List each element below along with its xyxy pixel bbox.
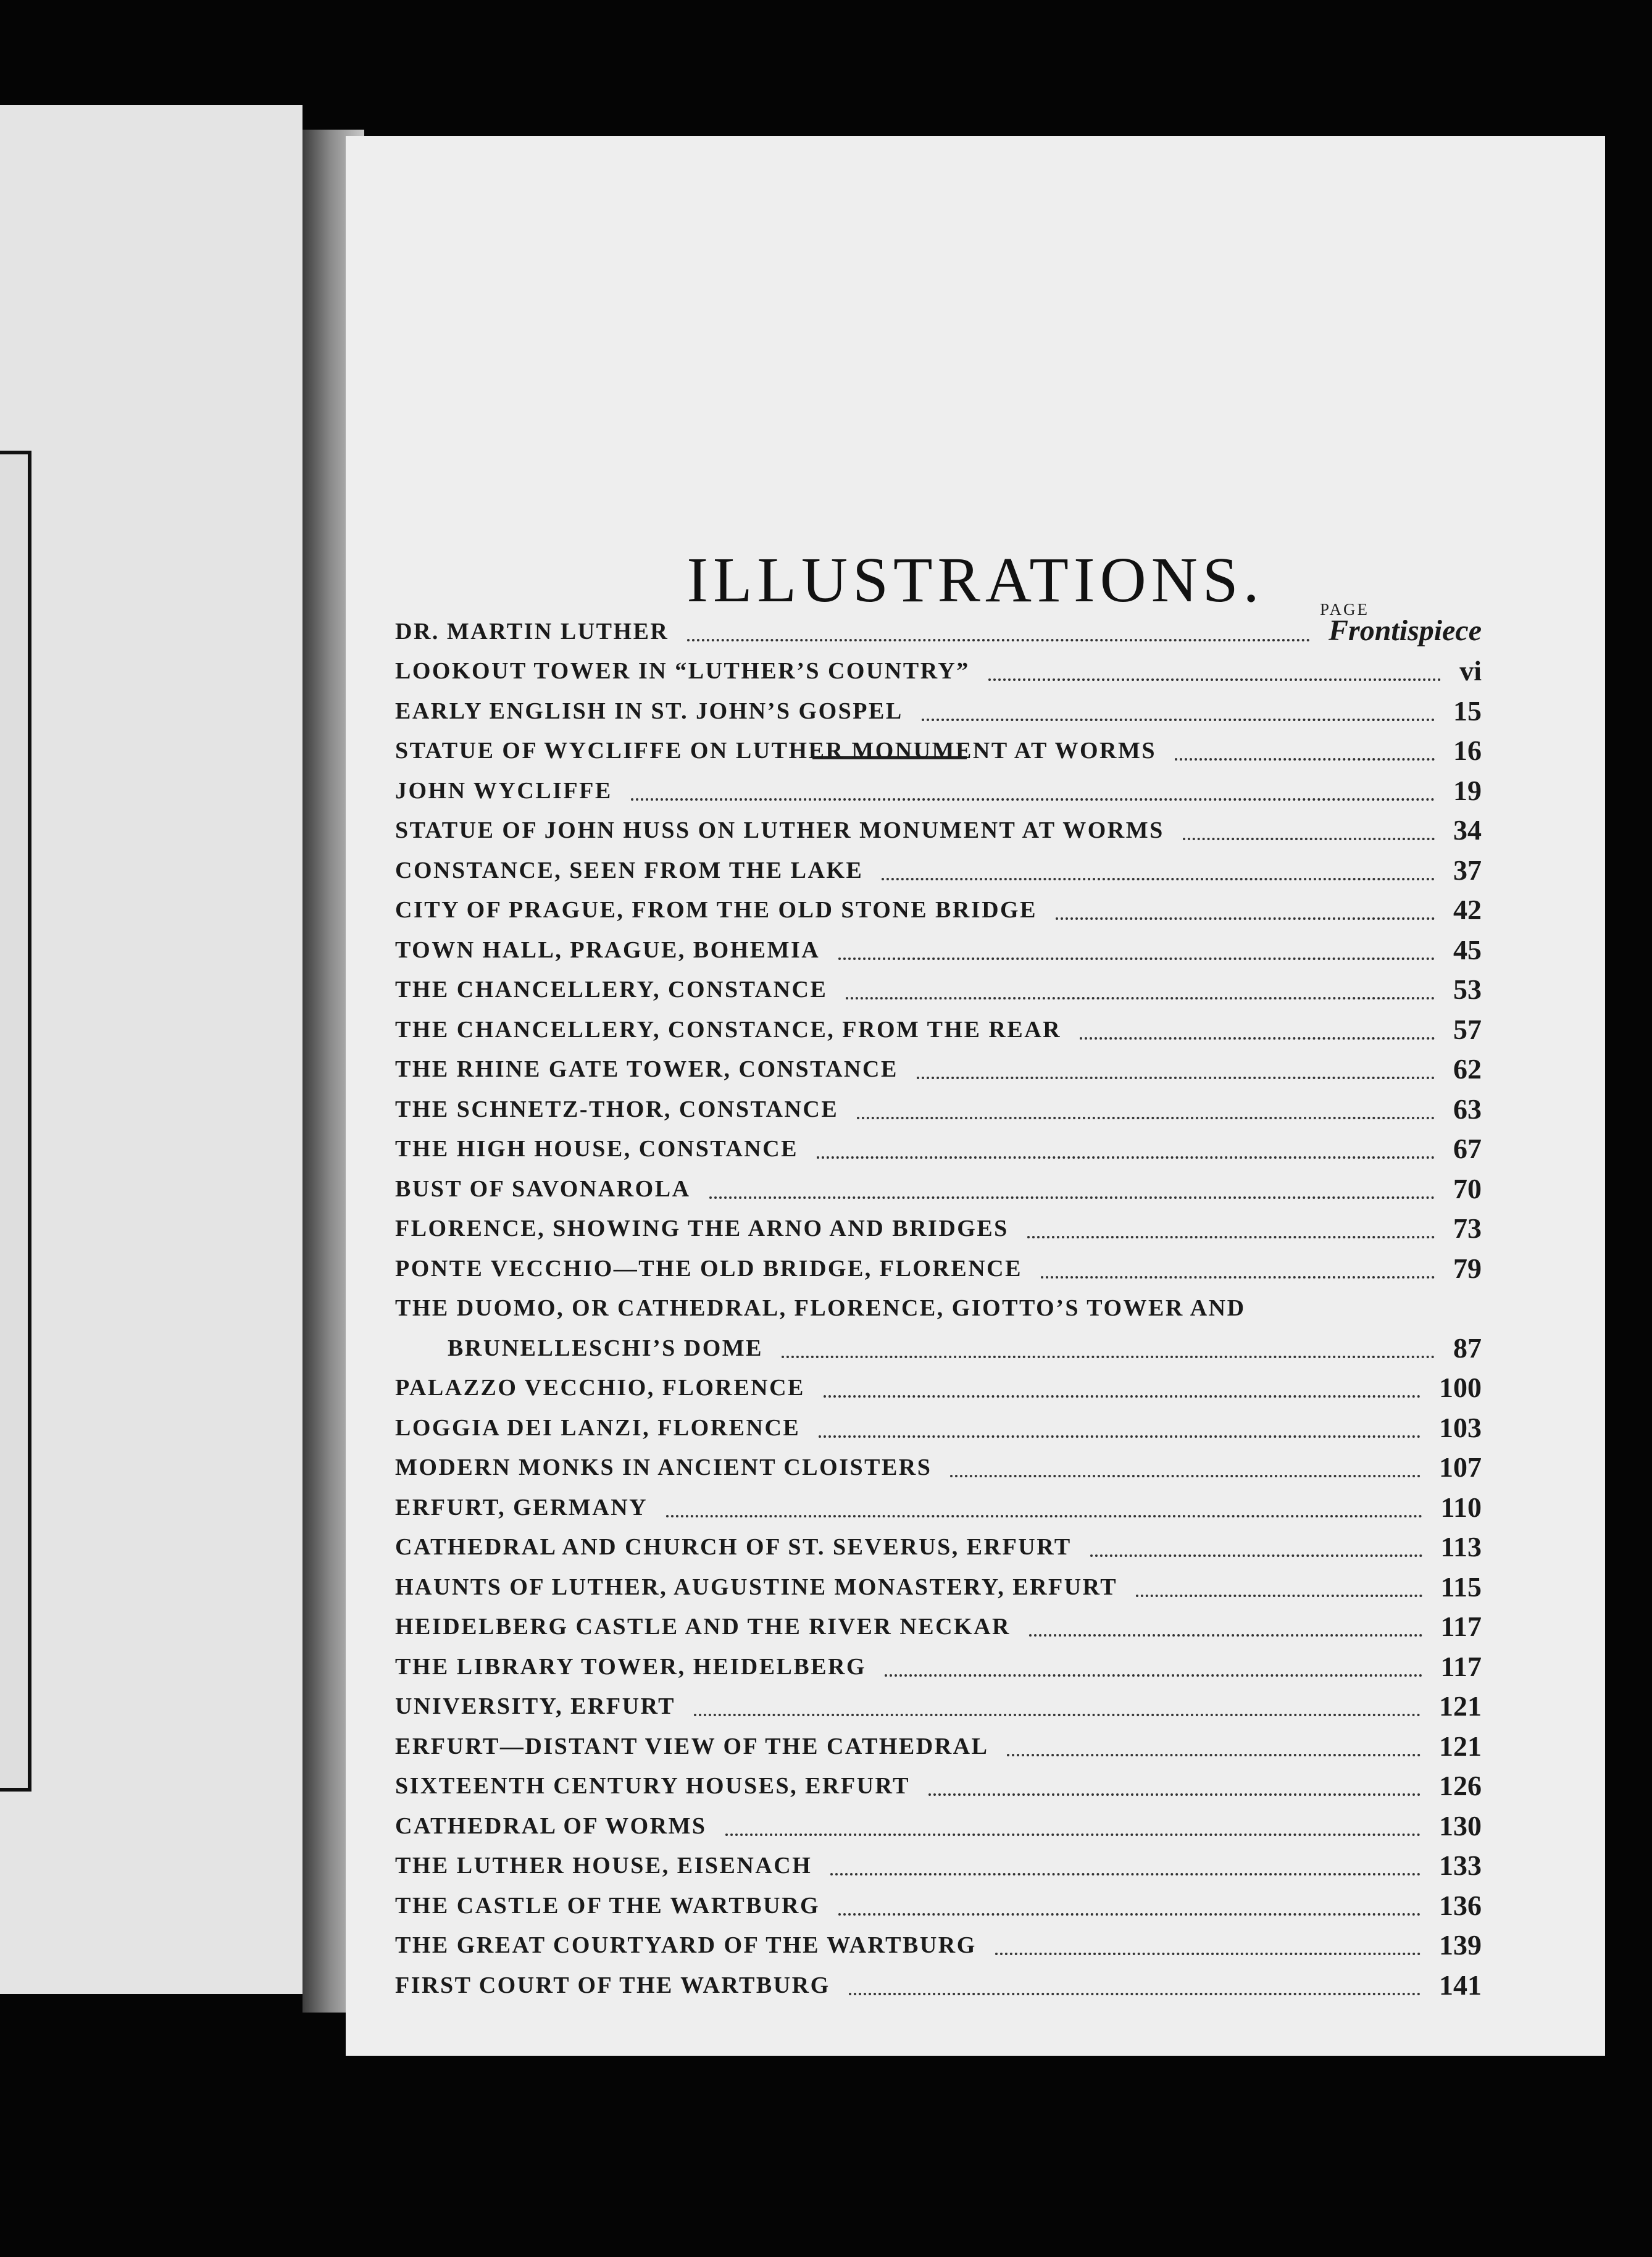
list-item — [395, 1368, 1482, 1408]
page-number: 15 — [1453, 695, 1482, 727]
dot-leader — [830, 1873, 1420, 1875]
illustration-title: UNIVERSITY, ERFURT — [395, 1693, 676, 1719]
illustration-title: THE CHANCELLERY, CONSTANCE, FROM THE REAR — [395, 1016, 1062, 1043]
dot-leader — [1136, 1595, 1422, 1597]
dot-leader — [995, 1953, 1420, 1955]
dot-leader — [1027, 1236, 1435, 1238]
list-item — [395, 1567, 1482, 1607]
list-item — [395, 651, 1482, 691]
list-item — [395, 1328, 1482, 1368]
illustration-title: THE CASTLE OF THE WARTBURG — [395, 1892, 820, 1919]
illustration-title: PONTE VECCHIO—THE OLD BRIDGE, FLORENCE — [395, 1255, 1022, 1282]
dot-leader — [846, 997, 1435, 999]
list-item — [395, 850, 1482, 890]
list-item — [395, 1448, 1482, 1488]
list-item — [395, 1646, 1482, 1687]
dot-leader — [709, 1196, 1435, 1199]
list-item — [395, 1248, 1482, 1288]
dot-leader — [838, 1913, 1420, 1916]
list-item — [395, 691, 1482, 731]
page-number: 16 — [1453, 735, 1482, 766]
dot-leader — [849, 1993, 1420, 1995]
illustration-title: TOWN HALL, PRAGUE, BOHEMIA — [395, 937, 820, 963]
page-number: 37 — [1453, 854, 1482, 886]
page-number: 42 — [1453, 894, 1482, 925]
dot-leader — [1175, 758, 1435, 761]
list-item — [395, 770, 1482, 811]
illustrations-page — [346, 136, 1605, 2056]
page-number: vi — [1459, 655, 1482, 686]
page-number: 141 — [1439, 1969, 1482, 2001]
list-item — [395, 1527, 1482, 1567]
illustration-title: STATUE OF WYCLIFFE ON LUTHER MONUMENT AT WORMS — [395, 738, 1156, 764]
illustration-title: CONSTANCE, SEEN FROM THE LAKE — [395, 857, 864, 883]
page-column-label: PAGE — [1320, 600, 1370, 619]
page-number: 19 — [1453, 774, 1482, 806]
illustration-title: HEIDELBERG CASTLE AND THE RIVER NECKAR — [395, 1614, 1011, 1640]
illustration-title: FLORENCE, SHOWING THE ARNO AND BRIDGES — [395, 1216, 1009, 1241]
dot-leader — [1029, 1634, 1422, 1637]
dot-leader — [1080, 1037, 1435, 1040]
illustration-title: EARLY ENGLISH IN ST. JOHN’S GOSPEL — [395, 698, 903, 724]
dot-leader — [1056, 917, 1435, 920]
page-number: 121 — [1439, 1690, 1482, 1722]
page-number: 62 — [1453, 1053, 1482, 1085]
dot-leader — [1041, 1276, 1435, 1279]
page-number: 87 — [1453, 1332, 1482, 1364]
dot-leader — [782, 1356, 1435, 1358]
page-number: 34 — [1453, 814, 1482, 846]
dot-leader — [950, 1475, 1420, 1477]
illustration-title: CATHEDRAL AND CHURCH OF ST. SEVERUS, ERFURT — [395, 1534, 1072, 1560]
list-item — [395, 1169, 1482, 1209]
page-title: ILLUSTRATIONS. — [686, 544, 1264, 615]
illustration-title: LOGGIA DEI LANZI, FLORENCE — [395, 1414, 801, 1441]
page-number: 115 — [1440, 1571, 1482, 1603]
dot-leader — [666, 1515, 1422, 1517]
dot-leader — [725, 1834, 1420, 1836]
illustration-title: ERFURT—DISTANT VIEW OF THE CATHEDRAL — [395, 1733, 989, 1759]
illustration-title: THE SCHNETZ-THOR, CONSTANCE — [395, 1096, 839, 1122]
dot-leader — [928, 1793, 1420, 1796]
illustration-title: MODERN MONKS IN ANCIENT CLOISTERS — [395, 1454, 932, 1480]
list-item — [395, 611, 1482, 651]
list-item — [395, 1209, 1482, 1249]
page-number: 100 — [1439, 1372, 1482, 1403]
illustration-title: THE LIBRARY TOWER, HEIDELBERG — [395, 1653, 867, 1680]
dot-leader — [694, 1714, 1420, 1716]
page-number: 103 — [1439, 1411, 1482, 1443]
page-number: 126 — [1439, 1770, 1482, 1801]
illustration-title: THE DUOMO, OR CATHEDRAL, FLORENCE, GIOTTO’S TOWER AND — [395, 1295, 1246, 1321]
list-item — [395, 1288, 1482, 1329]
list-item — [395, 1487, 1482, 1527]
illustration-title: PALAZZO VECCHIO, FLORENCE — [395, 1375, 805, 1401]
page-number: 133 — [1439, 1850, 1482, 1881]
dot-leader — [824, 1395, 1420, 1398]
list-item — [395, 811, 1482, 851]
list-item — [395, 1885, 1482, 1925]
list-item — [395, 890, 1482, 930]
page-number: Frontispiece — [1329, 614, 1482, 647]
illustration-title: ERFURT, GERMANY — [395, 1494, 648, 1521]
page-number: 139 — [1439, 1929, 1482, 1961]
page-number: 121 — [1439, 1730, 1482, 1762]
illustration-title: THE GREAT COURTYARD OF THE WARTBURG — [395, 1932, 977, 1958]
list-item — [395, 1687, 1482, 1727]
list-item — [395, 1806, 1482, 1846]
dot-leader — [857, 1117, 1435, 1119]
page-number: 136 — [1439, 1889, 1482, 1921]
illustration-title: SIXTEENTH CENTURY HOUSES, ERFURT — [395, 1773, 910, 1799]
page-number: 67 — [1453, 1133, 1482, 1164]
illustration-title: BUST OF SAVONAROLA — [395, 1175, 691, 1202]
list-item — [395, 1009, 1482, 1049]
illustration-title: HAUNTS OF LUTHER, AUGUSTINE MONASTERY, ERFURT — [395, 1574, 1118, 1600]
facing-page — [0, 105, 302, 1994]
illustration-title: LOOKOUT TOWER IN “LUTHER’S COUNTRY” — [395, 658, 970, 684]
dot-leader — [885, 1674, 1422, 1677]
dot-leader — [1183, 838, 1435, 840]
page-number: 117 — [1440, 1611, 1482, 1642]
page-number: 45 — [1453, 933, 1482, 966]
list-item — [395, 1607, 1482, 1647]
illustration-title: CATHEDRAL OF WORMS — [395, 1813, 707, 1839]
illustration-title: THE LUTHER HOUSE, EISENACH — [395, 1853, 812, 1879]
list-item — [395, 1129, 1482, 1169]
page-number: 57 — [1453, 1013, 1482, 1045]
list-item — [395, 1726, 1482, 1766]
dot-leader — [917, 1077, 1435, 1079]
page-number: 79 — [1453, 1252, 1482, 1284]
list-item — [395, 1846, 1482, 1886]
list-item — [395, 1089, 1482, 1129]
illustration-title: FIRST COURT OF THE WARTBURG — [395, 1972, 830, 1998]
list-item — [395, 1766, 1482, 1806]
dot-leader — [922, 719, 1435, 721]
dot-leader — [819, 1435, 1420, 1438]
dot-leader — [988, 678, 1441, 681]
page-number: 130 — [1439, 1809, 1482, 1842]
dot-leader — [817, 1156, 1435, 1159]
illustration-title: JOHN WYCLIFFE — [395, 777, 612, 804]
illustration-title: DR. MARTIN LUTHER — [395, 618, 669, 645]
dot-leader — [1007, 1754, 1420, 1756]
illustrations-list — [395, 611, 1482, 2005]
list-item — [395, 930, 1482, 970]
page-number: 63 — [1453, 1093, 1482, 1125]
illustration-title: CITY OF PRAGUE, FROM THE OLD STONE BRIDGE — [395, 897, 1037, 923]
page-number: 113 — [1440, 1531, 1482, 1562]
illustration-title: THE HIGH HOUSE, CONSTANCE — [395, 1136, 799, 1162]
dot-leader — [687, 639, 1310, 641]
page-number: 70 — [1453, 1172, 1482, 1204]
page-number: 73 — [1453, 1212, 1482, 1244]
list-item — [395, 1965, 1482, 2005]
illustration-title: THE RHINE GATE TOWER, CONSTANCE — [395, 1056, 898, 1082]
illustration-title: THE CHANCELLERY, CONSTANCE — [395, 977, 828, 1003]
page-number: 53 — [1453, 974, 1482, 1005]
list-item — [395, 970, 1482, 1010]
dot-leader — [838, 957, 1435, 960]
list-item — [395, 731, 1482, 771]
list-item — [395, 1925, 1482, 1966]
list-item — [395, 1408, 1482, 1448]
facing-page-frame — [0, 451, 31, 1792]
dot-leader — [882, 878, 1435, 880]
page-number: 107 — [1439, 1451, 1482, 1483]
illustration-title: STATUE OF JOHN HUSS ON LUTHER MONUMENT AT WORMS — [395, 817, 1164, 843]
page-number: 110 — [1440, 1491, 1482, 1523]
page-number: 117 — [1440, 1650, 1482, 1682]
dot-leader — [1090, 1554, 1422, 1557]
dot-leader — [631, 798, 1435, 801]
illustration-title: BRUNELLESCHI’S DOME — [448, 1335, 763, 1361]
list-item — [395, 1049, 1482, 1090]
